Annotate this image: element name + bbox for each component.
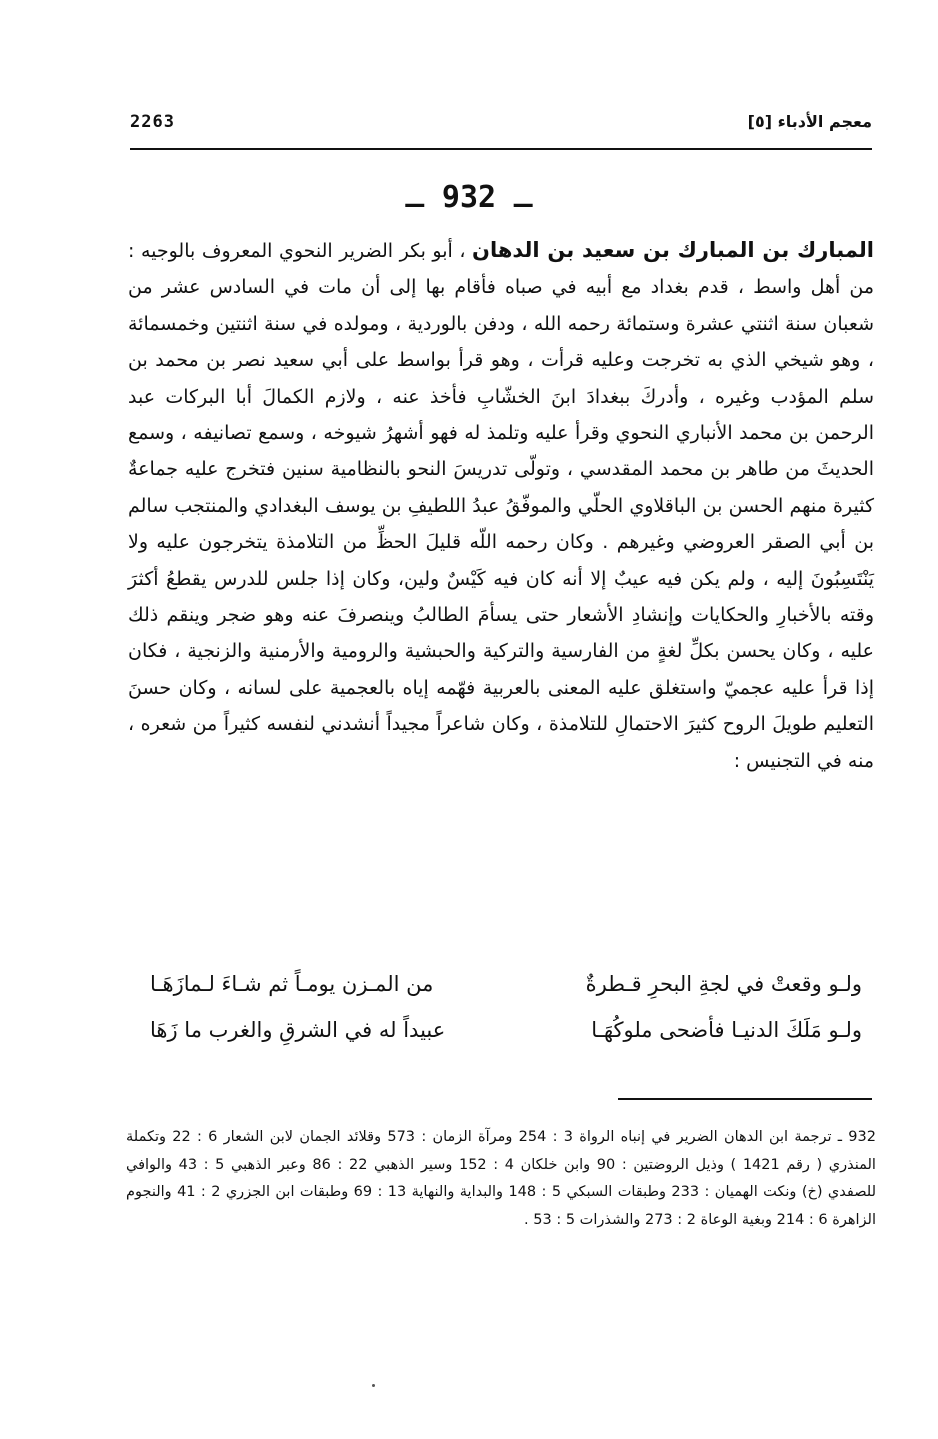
verse-line bbox=[150, 972, 862, 1018]
verse-line bbox=[150, 1018, 862, 1064]
entry-name: المبارك بن المبارك بن سعيد بن الدهان bbox=[472, 238, 874, 262]
poem-verses bbox=[150, 972, 862, 1064]
page-speck bbox=[372, 1384, 375, 1387]
verse-first-hemistich: ولـو وقعتْ في لجةِ البحرِ قـطرةٌ bbox=[585, 972, 862, 996]
page-header bbox=[130, 112, 872, 142]
verse-first-hemistich: ولـو مَلَكَ الدنيـا فأضحى ملوكُهَـا bbox=[591, 1018, 862, 1042]
running-title: معجم الأدباء [٥] bbox=[747, 112, 872, 131]
header-divider bbox=[130, 148, 872, 150]
entry-body bbox=[128, 232, 874, 779]
entry-text: ، أبو بكر الضرير النحوي المعروف بالوجيه : من أهل واسط ، قدم بغداد مع أبيه في صباه فأقام بها إلى أن مات في السادس عشر من شعبان سنة اثنتي عشرة وستمائة رحمه الله ، ودفن بالوردية ، ومولده في سنة اثنتين وخمسمائة ، وهو شيخي الذي به تخرجت وعليه قرأت ، وهو قرأ بواسط على أبي سعيد نصر بن محمد بن سلم المؤدب وغيره ، وأدركَ ببغدادَ ابنَ الخشّابِ فأخذ عنه ، ولازم الكمالَ أبا البركات عبد الرحمن بن محمد الأنباري النحوي وقرأ عليه وتلمذ له فهو أشهرُ شيوخه ، وسمع تصانيفه ، وسمع الحديثَ من طاهر بن محمد المقدسي ، وتولّى تدريسَ النحو بالنظامية سنين فتخرج عليه جماعةٌ كثيرة منهم الحسن بن الباقلاوي الحلّي والموفّقُ عبدُ اللطيفِ بن يوسف البغدادي والمنتجب سالم بن أبي الصقر العروضي وغيرهم . وكان رحمه اللّه قليلَ الحظِّ من التلامذة يتخرجون عليه ولا يَنْتَسِبُونَ إليه ، ولم يكن فيه عيبٌ إلا أنه كان فيه كَيْسٌ ولين، وكان إذا جلس للدرس يقطعُ أكثرَ وقته بالأخبارِ والحكايات وإنشادِ الأشعار حتى يسأمَ الطالبُ وينصرفَ عنه وهو ضجر وينقم ذلك عليه ، وكان يحسن بكلِّ لغةٍ من الفارسية والتركية والحبشية والرومية والأرمنية والزنجية ، فكان إذا قرأ عليه عجميّ واستغلق عليه المعنى بالعربية فهّمه إياه بالعجمية على لسانه ، وكان حسنَ التعليم طويلَ الروح كثيرَ الاحتمالِ للتلامذة ، وكان شاعراً مجيداً أنشدني لنفسه كثيراً من شعره ، منه في التجنيس : bbox=[128, 240, 874, 772]
entry-number: ـ 932 ـ bbox=[405, 180, 533, 215]
verse-second-hemistich: من المـزن يومـاً ثم شـاءَ لـمازَهَـا bbox=[150, 972, 434, 996]
footnote-divider bbox=[618, 1098, 872, 1100]
footnote: 932 ـ ترجمة ابن الدهان الضرير في إنباه الرواة 3 : 254 ومرآة الزمان : 573 وقلائد الجمان لابن الشعار 6 : 22 وتكملة المنذري ( رقم 1421 ) وذيل الروضتين : 90 وابن خلكان 4 : 152 وسير الذهبي 22 : 86 وعبر الذهبي 5 : 43 والوافي للصفدي (خ) ونكت الهميان : 233 وطبقات السبكي 5 : 148 والبداية والنهاية 13 : 69 وطبقات ابن الجزري 2 : 41 والنجوم الزاهرة 6 : 214 وبغية الوعاة 2 : 273 والشذرات 5 : 53 . bbox=[126, 1129, 876, 1228]
verse-second-hemistich: عبيداً له في الشرقِ والغرب ما زَهَا bbox=[150, 1018, 446, 1042]
page-number: 2263 bbox=[130, 112, 175, 132]
